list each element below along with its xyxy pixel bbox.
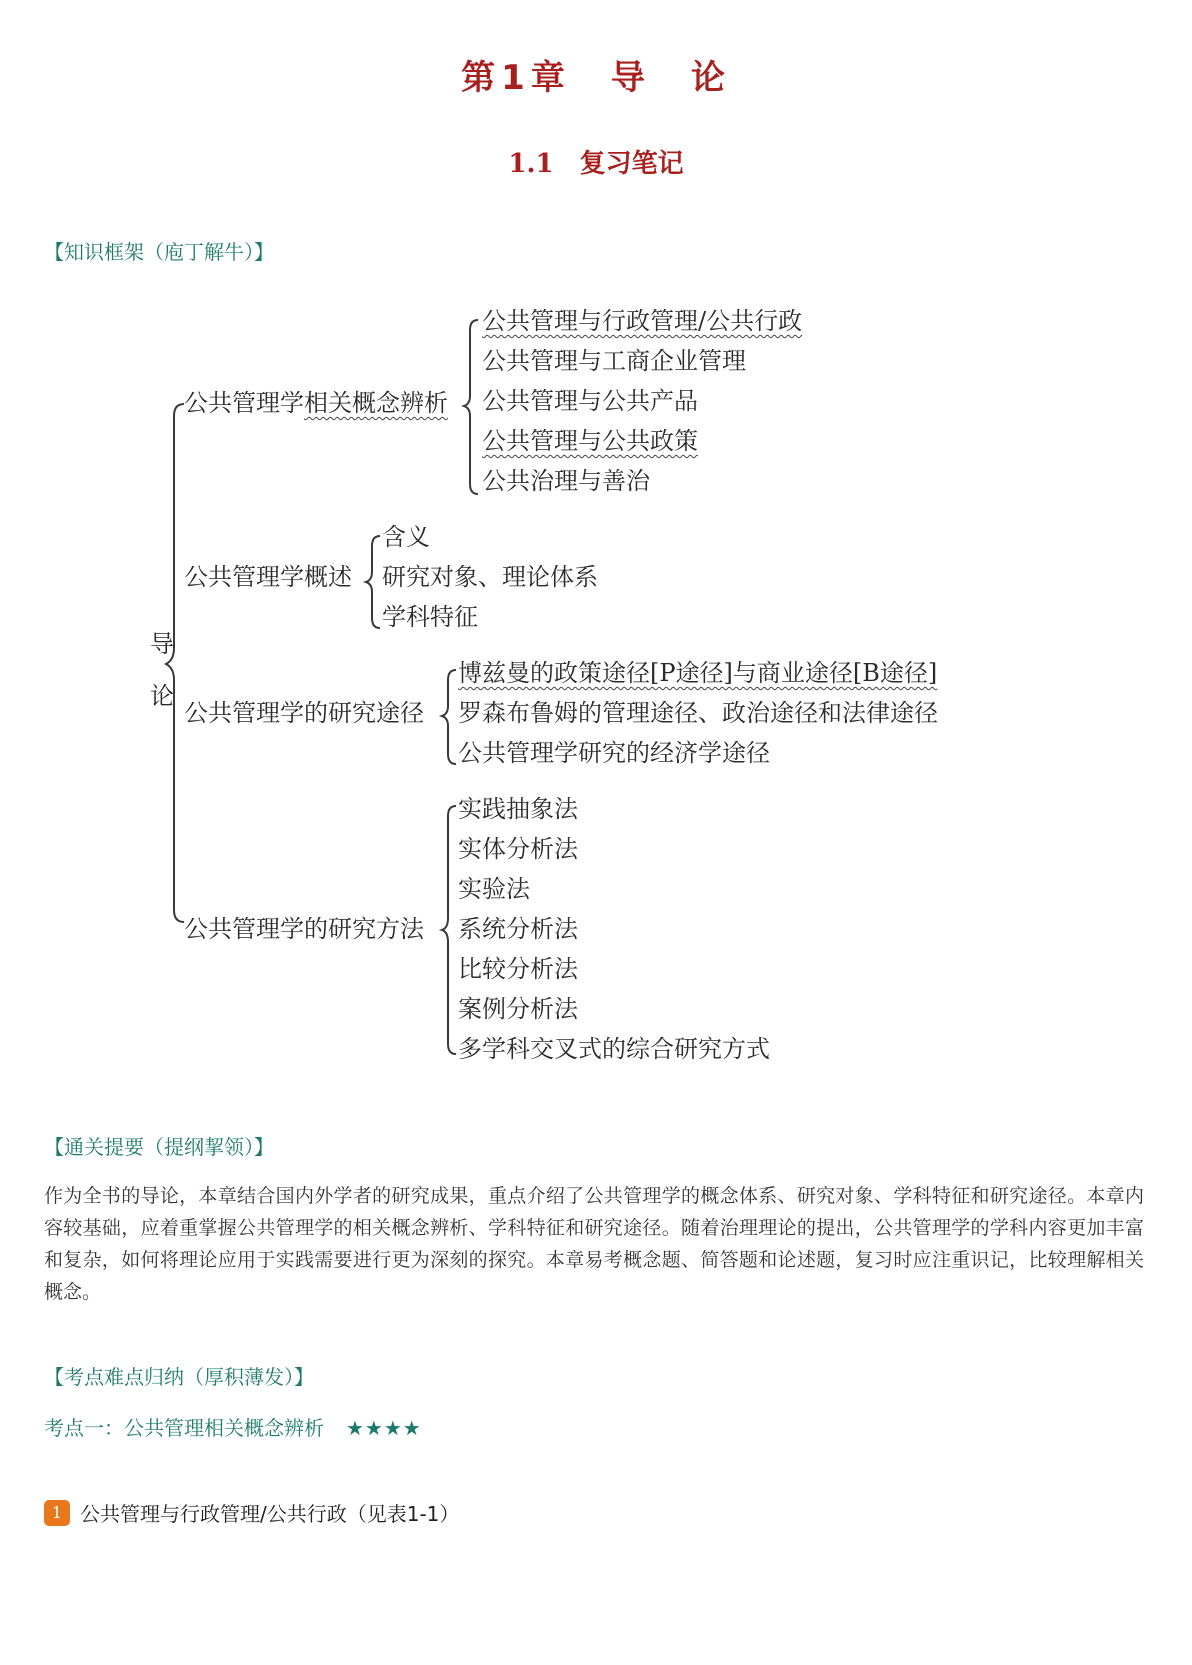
branch-research-approaches: 公共管理学的研究途径 (184, 699, 424, 727)
framework-heading: 【知识框架（庖丁解牛）】 (44, 240, 274, 264)
branch1-label-wavy: 相关概念辨析 (304, 389, 448, 417)
branch-related-concepts (184, 388, 448, 418)
key-point-one (44, 1412, 422, 1441)
branch1-bracket (464, 320, 478, 494)
root-char-2: 论 (150, 682, 174, 710)
mindmap-leaf: 实体分析法 (458, 835, 578, 863)
branch-research-methods: 公共管理学的研究方法 (184, 915, 424, 943)
mindmap-leaf: 公共管理与公共政策 (482, 427, 698, 455)
mindmap-leaf: 公共管理与工商企业管理 (482, 347, 746, 375)
mindmap-leaf: 多学科交叉式的综合研究方式 (458, 1035, 770, 1063)
mindmap-leaf: 实验法 (458, 875, 530, 903)
section-name: 复习笔记 (579, 149, 684, 179)
key-point-one-label: 考点一：公共管理相关概念辨析 (44, 1416, 324, 1440)
branch4-bracket (442, 806, 456, 1054)
item-number-badge: 1 (44, 1500, 70, 1526)
mindmap-leaf: 罗森布鲁姆的管理途径、政治途径和法律途径 (458, 699, 938, 727)
mindmap-leaf: 公共治理与善治 (482, 467, 650, 495)
mindmap-leaf: 公共管理与公共产品 (482, 387, 698, 415)
overview-paragraph: 作为全书的导论，本章结合国内外学者的研究成果，重点介绍了公共管理学的概念体系、研究对象、学科特征和研究途径。本章内容较基础，应着重掌握公共管理学的相关概念辨析、学科特征和研究途径。随着治理理论的提出，公共管理学的学科内容更加丰富和复杂，如何将理论应用于实践需要进行更为深刻的探究。本章易考概念题、简答题和论述题，复习时应注重识记，比较理解相关概念。 (44, 1185, 1144, 1303)
branch-overview: 公共管理学概述 (184, 563, 352, 591)
branch3-bracket (442, 670, 456, 764)
mindmap-leaf: 比较分析法 (458, 955, 578, 983)
mindmap-leaf: 公共管理学研究的经济学途径 (458, 739, 770, 767)
root-bracket (166, 404, 184, 922)
item-one-text: 公共管理与行政管理/公共行政（见表1-1） (80, 1502, 460, 1526)
root-char-1: 导 (150, 630, 174, 658)
mindmap-leaf: 博兹曼的政策途径[P途径]与商业途径[B途径] (458, 659, 938, 687)
mindmap-leaf: 系统分析法 (458, 915, 578, 943)
mindmap-leaf: 公共管理与行政管理/公共行政 (482, 307, 803, 335)
mindmap-leaf: 案例分析法 (458, 995, 578, 1023)
section-number: 1.1 (508, 149, 554, 179)
importance-stars: ★★★★ (346, 1416, 422, 1440)
chapter-title: 第1章 导 论 (461, 58, 731, 98)
mindmap-leaf: 实践抽象法 (458, 795, 578, 823)
mindmap-leaf: 含义 (382, 523, 430, 551)
mindmap-leaf: 学科特征 (382, 603, 478, 631)
mindmap-leaf: 研究对象、理论体系 (382, 563, 598, 591)
overview-heading: 【通关提要（提纲挈领）】 (44, 1135, 274, 1159)
key-points-heading: 【考点难点归纳（厚积薄发）】 (44, 1365, 314, 1389)
branch1-label-plain: 公共管理学 (184, 389, 304, 417)
branch2-bracket (366, 536, 380, 628)
item-one (44, 1498, 459, 1527)
